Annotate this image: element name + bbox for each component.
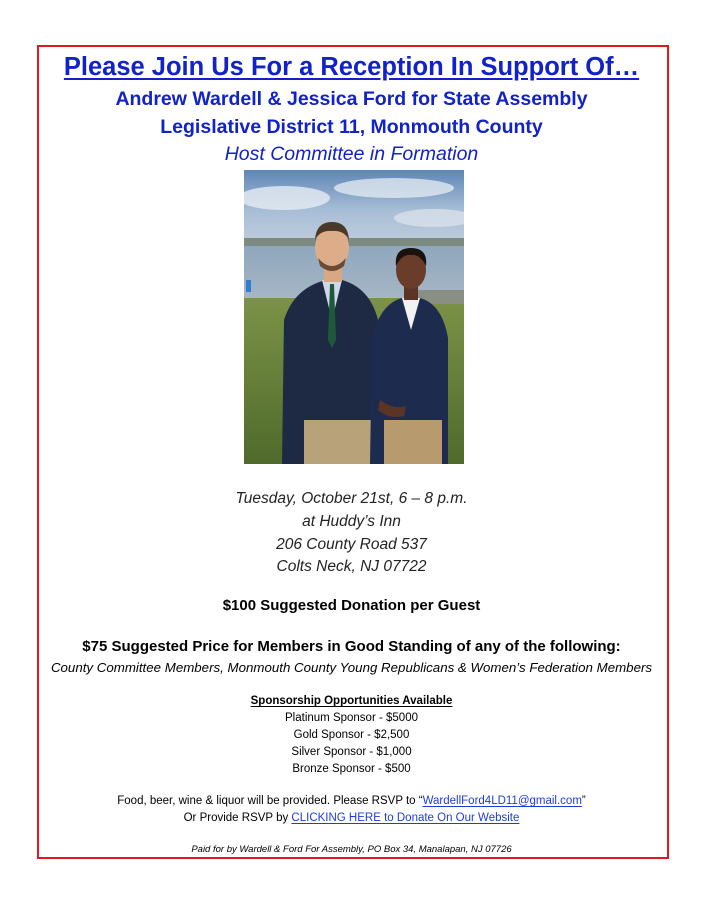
sponsor-tier-bronze: Bronze Sponsor - $500 xyxy=(292,763,411,775)
sponsor-tier-platinum: Platinum Sponsor - $5000 xyxy=(285,712,418,724)
suggested-donation: $100 Suggested Donation per Guest xyxy=(222,597,481,614)
candidates-photo-art xyxy=(244,170,464,464)
members-groups: County Committee Members, Monmouth County Young Republicans & Women’s Federation Members xyxy=(50,660,653,675)
paid-for-disclaimer: Paid for by Wardell & Ford For Assembly, PO Box 34, Manalapan, NJ 07726 xyxy=(191,844,512,855)
rsvp-prefix: Food, beer, wine & liquor will be provided. Please RSVP to “ xyxy=(117,795,423,807)
candidates-title: Andrew Wardell & Jessica Ford for State Assembly xyxy=(115,88,588,110)
host-committee: Host Committee in Formation xyxy=(224,143,479,165)
rsvp-email-link[interactable]: WardellFord4LD11@gmail.com xyxy=(422,795,582,807)
sponsorship-title: Sponsorship Opportunities Available xyxy=(250,695,453,707)
event-street: 206 County Road 537 xyxy=(276,536,427,553)
headline: Please Join Us For a Reception In Support Of… xyxy=(63,53,640,81)
rsvp-donate-line xyxy=(0,812,703,824)
event-city: Colts Neck, NJ 07722 xyxy=(276,558,427,575)
rsvp-line xyxy=(0,795,703,807)
sponsor-tier-silver: Silver Sponsor - $1,000 xyxy=(291,746,412,758)
donate-website-link[interactable]: CLICKING HERE to Donate On Our Website xyxy=(291,812,520,824)
rsvp-suffix: ” xyxy=(581,795,586,807)
candidates-photo xyxy=(244,170,464,464)
event-venue: at Huddy’s Inn xyxy=(302,513,401,530)
sponsor-tier-gold: Gold Sponsor - $2,500 xyxy=(293,729,410,741)
event-date-time: Tuesday, October 21st, 6 – 8 p.m. xyxy=(235,490,468,507)
district-title: Legislative District 11, Monmouth County xyxy=(160,116,543,138)
rsvp-donate-prefix: Or Provide RSVP by xyxy=(183,812,292,824)
members-price: $75 Suggested Price for Members in Good Standing of any of the following: xyxy=(82,638,621,655)
